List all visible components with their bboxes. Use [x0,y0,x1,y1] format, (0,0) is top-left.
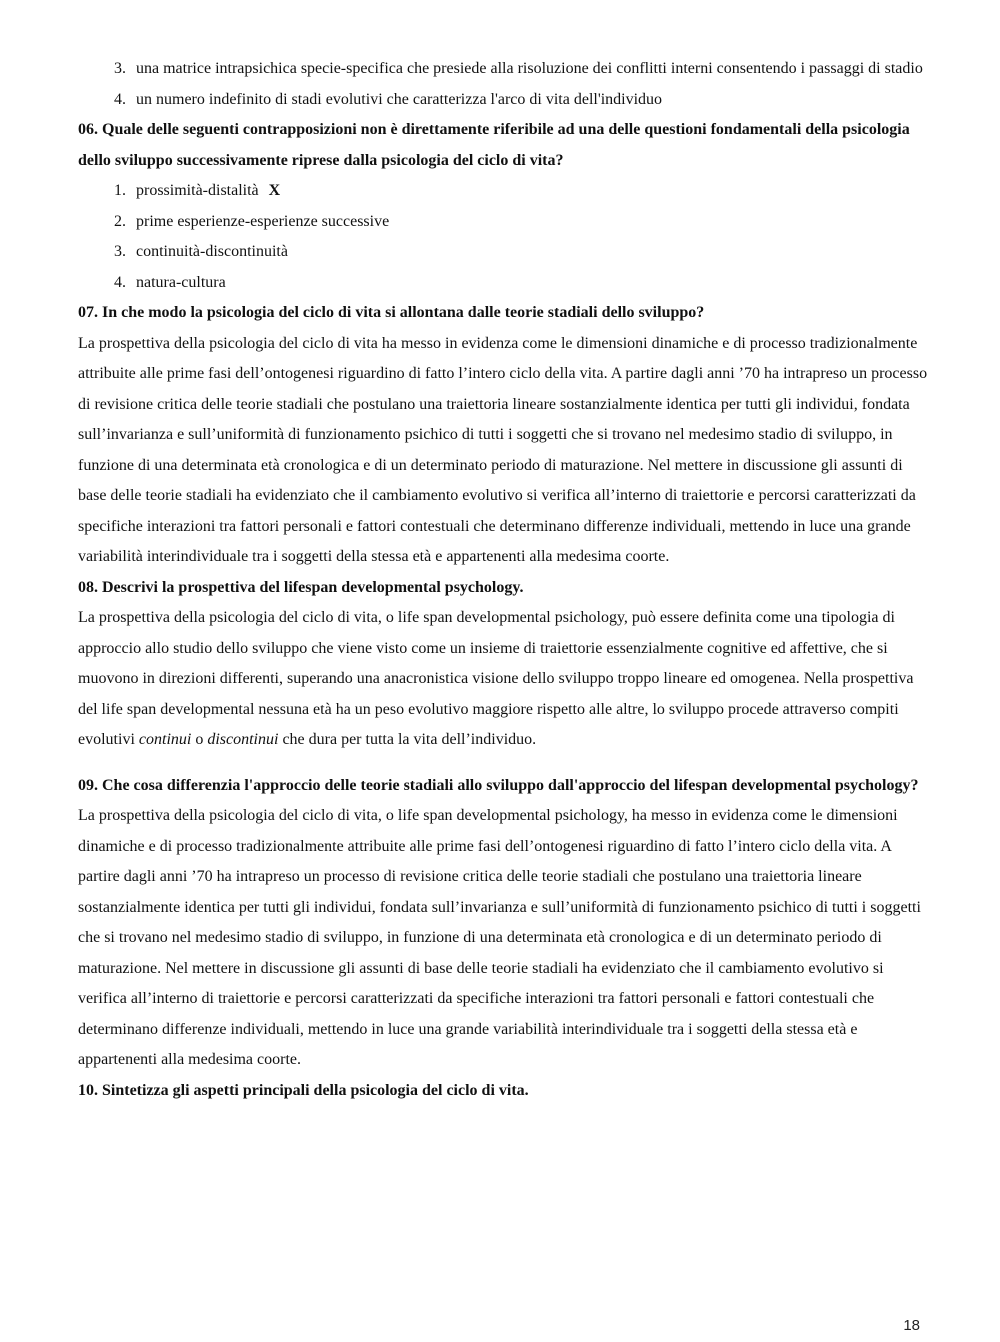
option-number: 4. [114,90,126,108]
question-08: 08. Descrivi la prospettiva del lifespan developmental psychology. [78,578,524,596]
list-item [78,85,928,116]
option-number: 3. [114,243,126,260]
page-number: 18 [903,1317,920,1334]
option-number: 2. [114,212,126,230]
option-number: 1. [114,182,126,199]
question-09: 09. Che cosa differenzia l'approccio delle teorie stadiali allo sviluppo dall'approccio del lifespan developmental psychology? [78,776,919,794]
option-text: natura-cultura [136,273,226,291]
answer-text: o [195,731,204,748]
answer-09: La prospettiva della psicologia del ciclo di vita, o life span developmental psichology, ha messo in evidenza come le dimensioni dinamiche e di processo tradizionalmente attribuite alle prime fasi dell’ontogenesi riguardino di fatto l’intero ciclo della vita. A partire dagli anni ’70 ha intrapreso un processo di revisione critica delle teorie stadiali che postulano una traiettoria lineare sostanzialmente identica per tutti gli individui, fondata sull’invarianza e sull’uniformità di funzionamento psichico di tutti i soggetti che si trovano nel medesimo stadio di sviluppo, in funzione di una determinata età cronologica e di un determinato periodo di maturazione. Nel mettere in discussione gli assunti di base delle teorie stadiali ha evidenziato che il cambiamento evolutivo si verifica all’interno di traiettorie e percorsi caratterizzati da specifiche interazioni tra fattori personali e fattori contestuali che determinano differenze individuali, mettendo in luce una grande variabilità interindividuale tra i soggetti della stessa età e appartenenti alla medesima coorte. [78,807,921,1068]
question-07: 07. In che modo la psicologia del ciclo di vita si allontana dalle teorie stadiali dello sviluppo? [78,304,705,321]
list-item [78,54,928,85]
paragraph-gap [78,756,928,771]
option-number: 3. [114,60,126,77]
option-number: 4. [114,273,126,291]
emphasis-discontinui: discontinui [207,731,279,748]
answer-text: La prospettiva della psicologia del ciclo di vita, o life span developmental psichology, può essere definita come una tipologia di approccio allo studio dello sviluppo che viene visto come un insieme di traiettorie essenzialmente cognitive ed affettive, che si muovono in direzioni differenti, superando una anacronistica visione dello sviluppo troppo lineare ed omogenea. Nella prospettiva del life span developmental nessuna età ha un peso evolutivo maggiore rispetto alle altre, lo sviluppo procede attraverso compiti evolutivi [78,609,914,748]
option-text: prossimità-distalità [136,182,259,199]
list-item [78,268,928,299]
option-text: continuità-discontinuità [136,243,288,260]
answer-08 [78,603,928,756]
question-10: 10. Sintetizza gli aspetti principali della psicologia del ciclo di vita. [78,1081,529,1099]
list-item [78,176,928,207]
q06-options-list [78,176,928,298]
answer-text: che dura per tutta la vita dell’individuo. [282,731,537,748]
correct-answer-mark: X [268,182,281,199]
list-item [78,237,928,268]
option-text: una matrice intrapsichica specie-specifica che presiede alla risoluzione dei conflitti interni consentendo i passaggi di stadio [136,60,923,77]
list-item [78,207,928,238]
question-06: 06. Quale delle seguenti contrapposizioni non è direttamente riferibile ad una delle questioni fondamentali della psicologia dello sviluppo successivamente riprese dalla psicologia del ciclo di vita? [78,121,910,169]
option-text: prime esperienze-esperienze successive [136,212,390,230]
option-text: un numero indefinito di stadi evolutivi che caratterizza l'arco di vita dell'individuo [136,90,663,108]
q05-options-list [78,54,928,115]
document-page [78,54,928,1106]
answer-07: La prospettiva della psicologia del ciclo di vita ha messo in evidenza come le dimensioni dinamiche e di processo tradizionalmente attribuite alle prime fasi dell’ontogenesi riguardino di fatto l’intero ciclo della vita. A partire dagli anni ’70 ha intrapreso un processo di revisione critica delle teorie stadiali che postulano una traiettoria lineare sostanzialmente identica per tutti gli individui, fondata sull’invarianza e sull’uniformità di funzionamento psichico di tutti i soggetti che si trovano nel medesimo stadio di sviluppo, in funzione di una determinata età cronologica e di un determinato periodo di maturazione. Nel mettere in discussione gli assunti di base delle teorie stadiali ha evidenziato che il cambiamento evolutivo si verifica all’interno di traiettorie e percorsi caratterizzati da specifiche interazioni tra fattori personali e fattori contestuali che determinano differenze individuali, mettendo in luce una grande variabilità interindividuale tra i soggetti della stessa età e appartenenti alla medesima coorte. [78,334,928,565]
emphasis-continui: continui [138,731,192,748]
